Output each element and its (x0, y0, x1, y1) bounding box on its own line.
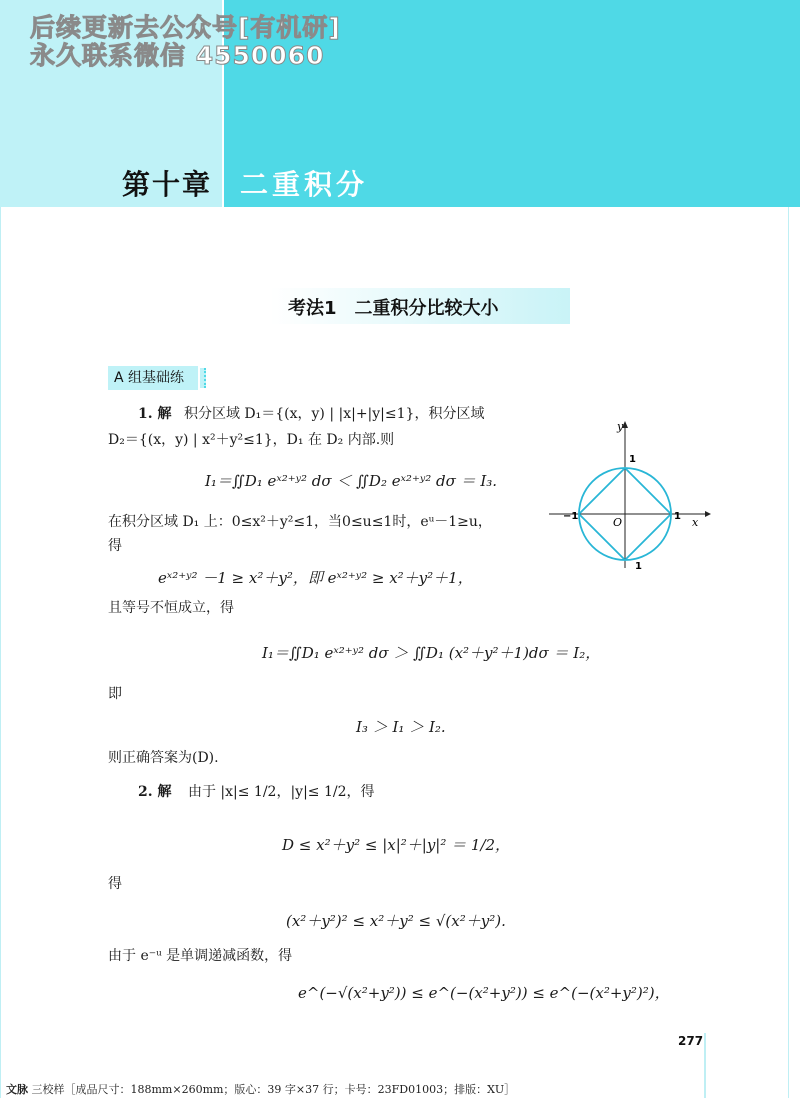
problem1-line6: 即 (108, 686, 122, 702)
origin-label: O (613, 516, 623, 529)
tick-left: −1 (563, 511, 579, 522)
region-figure (545, 416, 715, 576)
problem1-heading: 1. 解 (138, 406, 172, 422)
problem2-eq1: D ≤ x²＋y² ≤ |x|²＋|y|² ＝ 1/2， (282, 836, 511, 854)
chapter-number: 第十章 (122, 168, 213, 201)
watermark-line-2: 永久联系微信 4550060 (30, 41, 325, 70)
problem1-eq3: I₁＝∬D₁ eˣ²⁺ʸ² dσ ＞ ∬D₁ (x²＋y²＋1)dσ ＝ I₂， (262, 644, 601, 662)
group-tag: A 组基础练 (108, 366, 198, 390)
x-axis-arrow (705, 511, 711, 517)
topic-title: 考法1 二重积分比较大小 (288, 298, 499, 319)
watermark-line-1: 后续更新去公众号[有机研] (30, 13, 341, 42)
problem1-line2: D₂＝{(x，y) | x²＋y²≤1}，D₁ 在 D₂ 内部.则 (108, 432, 395, 448)
problem2-line2: 得 (108, 876, 122, 892)
left-margin-rule (0, 207, 1, 1098)
problem2-line1: 由于 |x|≤ 1/2，|y|≤ 1/2，得 (187, 784, 375, 800)
tick-top: 1 (629, 454, 636, 465)
problem1-line5: 且等号不恒成立，得 (108, 600, 234, 616)
x-label: x (692, 516, 699, 529)
group-tag-edge (200, 368, 206, 388)
problem2-line3: 由于 e⁻ᵘ 是单调递减函数，得 (108, 948, 293, 964)
problem2-eq2: (x²＋y²)² ≤ x²＋y² ≤ √(x²＋y²). (286, 912, 506, 930)
problem1-eq1: I₁＝∬D₁ eˣ²⁺ʸ² dσ ＜ ∬D₂ eˣ²⁺ʸ² dσ ＝ I₃. (205, 472, 498, 490)
problem2-eq3: e^(−√(x²+y²)) ≤ e^(−(x²+y²)) ≤ e^(−(x²+y²)²)， (298, 984, 670, 1002)
page-number-rule (704, 1033, 706, 1098)
problem1-line4: 得 (108, 538, 122, 554)
problem2-heading: 2. 解 (138, 784, 172, 800)
right-margin-rule (788, 207, 789, 1098)
problem1-line7: 则正确答案为(D). (108, 750, 219, 766)
problem1-eq4: I₃ ＞ I₁ ＞ I₂. (356, 718, 446, 736)
problem1-eq2: eˣ²⁺ʸ² －1 ≥ x²＋y²，即 eˣ²⁺ʸ² ≥ x²＋y²＋1， (158, 569, 473, 587)
footer-text: 三校样［成品尺寸：188mm×260mm；版心：39 字×37 行；卡号：23FD01003；排版：XU］ (31, 1083, 516, 1096)
problem1-line1: 积分区域 D₁＝{(x，y) | |x|+|y|≤1}，积分区域 (183, 406, 485, 422)
tick-bottom: 1 (635, 561, 642, 572)
tick-right: 1 (674, 511, 681, 522)
footer-brand: 文脉 (6, 1083, 28, 1096)
chapter-title: 二重积分 (240, 168, 369, 201)
page-number: 277 (678, 1034, 704, 1048)
footer (6, 1081, 515, 1097)
y-label: y (617, 420, 624, 433)
problem1-line3: 在积分区域 D₁ 上：0≤x²＋y²≤1，当0≤u≤1时，eᵘ－1≥u， (108, 514, 492, 530)
